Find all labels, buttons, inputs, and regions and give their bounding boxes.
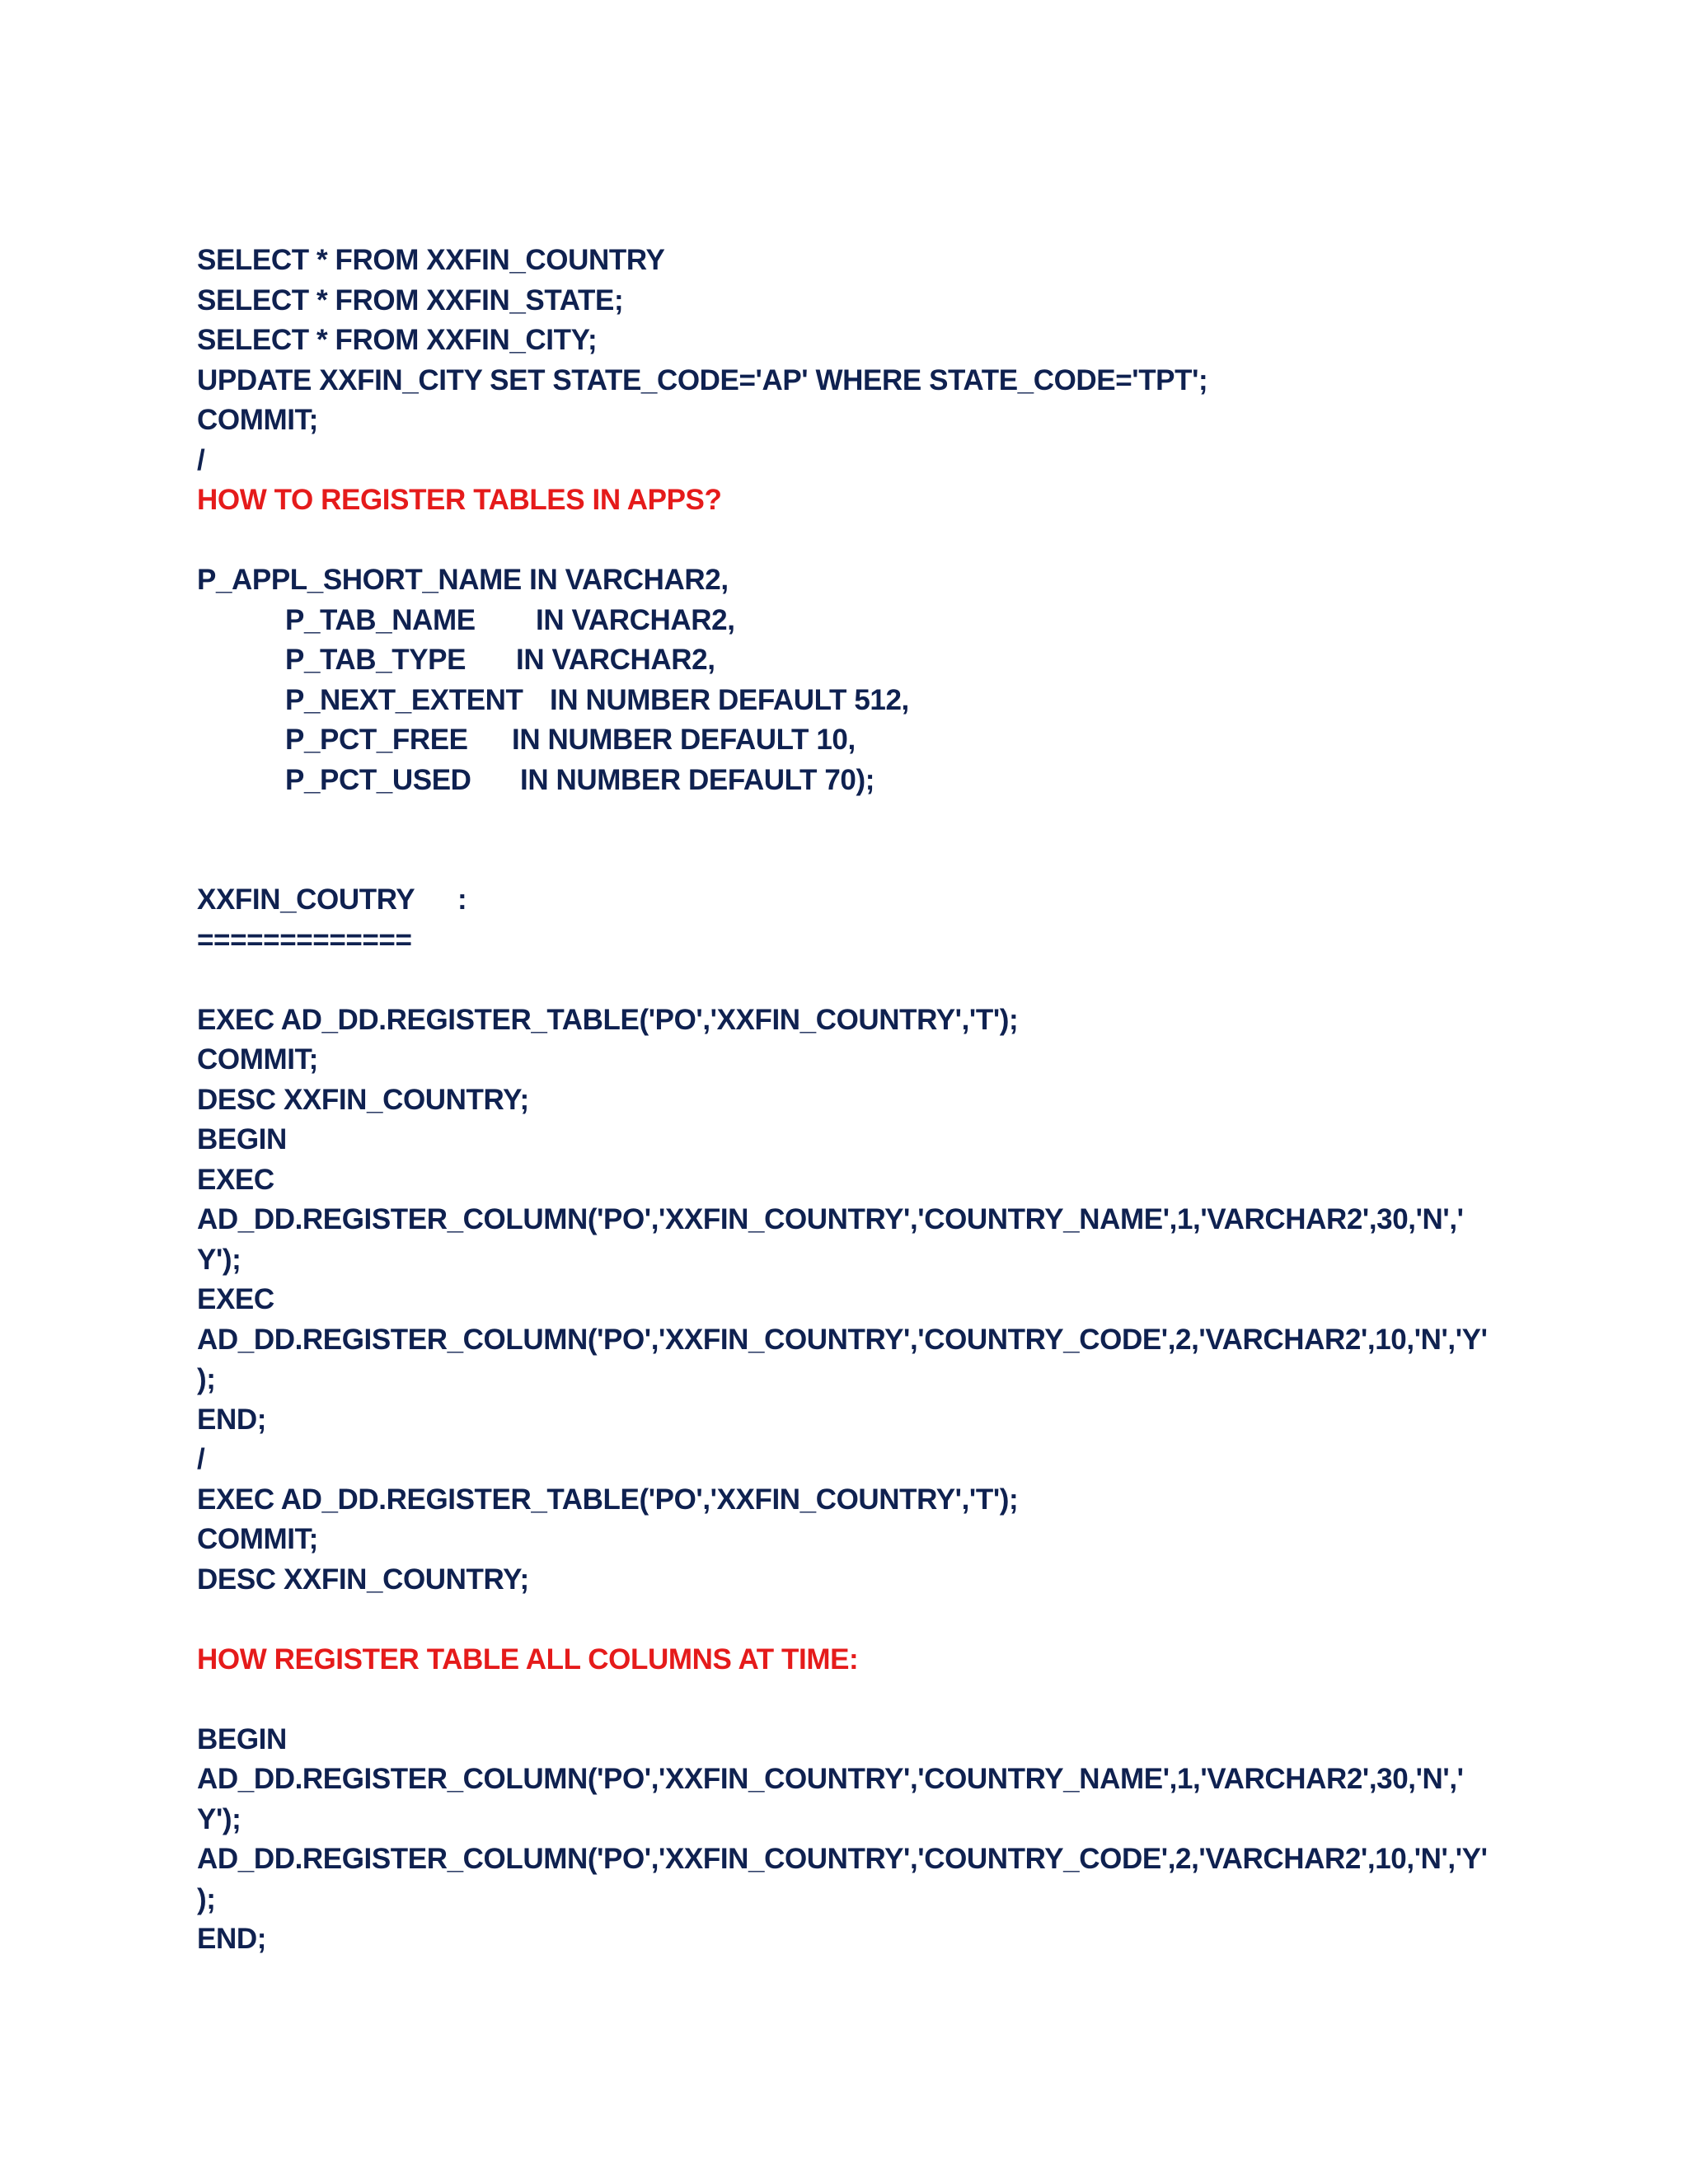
code-line: COMMIT; [197, 404, 318, 436]
param-name: P_NEXT_EXTENT [285, 684, 523, 716]
code-line: / [197, 1443, 205, 1475]
code-line: ); [197, 1883, 216, 1915]
param-type: IN NUMBER DEFAULT 512, [550, 684, 909, 716]
underline-separator: ============= [197, 924, 412, 956]
param-name: P_PCT_USED [285, 764, 471, 796]
table-name-colon: : [457, 883, 467, 916]
param-type: IN VARCHAR2, [516, 644, 715, 676]
code-line: Y'); [197, 1803, 241, 1835]
code-line: COMMIT; [197, 1523, 318, 1555]
param-line: P_APPL_SHORT_NAME IN VARCHAR2, [197, 564, 729, 596]
code-line: Y'); [197, 1244, 241, 1276]
code-line: SELECT * FROM XXFIN_STATE; [197, 284, 624, 316]
param-type: IN NUMBER DEFAULT 10, [512, 724, 856, 756]
code-line: DESC XXFIN_COUNTRY; [197, 1563, 529, 1596]
code-line: DESC XXFIN_COUNTRY; [197, 1084, 529, 1116]
code-line: AD_DD.REGISTER_COLUMN('PO','XXFIN_COUNTRY','COUNTRY_NAME',1,'VARCHAR2',30,'N',' [197, 1763, 1464, 1795]
code-line: EXEC AD_DD.REGISTER_TABLE('PO','XXFIN_COUNTRY','T'); [197, 1483, 1019, 1516]
param-name: P_TAB_NAME [285, 604, 476, 636]
code-line: SELECT * FROM XXFIN_COUNTRY [197, 244, 665, 276]
param-type: IN NUMBER DEFAULT 70); [520, 764, 874, 796]
code-line: END; [197, 1923, 266, 1955]
code-line: / [197, 444, 205, 476]
table-name-label: XXFIN_COUTRY [197, 883, 415, 916]
code-line: BEGIN [197, 1723, 287, 1755]
code-line: AD_DD.REGISTER_COLUMN('PO','XXFIN_COUNTRY','COUNTRY_CODE',2,'VARCHAR2',10,'N','Y' [197, 1324, 1488, 1356]
code-line: EXEC AD_DD.REGISTER_TABLE('PO','XXFIN_COUNTRY','T'); [197, 1004, 1019, 1036]
code-line: UPDATE XXFIN_CITY SET STATE_CODE='AP' WHERE STATE_CODE='TPT'; [197, 364, 1208, 396]
section-heading: HOW TO REGISTER TABLES IN APPS? [197, 484, 722, 516]
code-line: ); [197, 1363, 216, 1395]
code-line: AD_DD.REGISTER_COLUMN('PO','XXFIN_COUNTRY','COUNTRY_CODE',2,'VARCHAR2',10,'N','Y' [197, 1843, 1488, 1875]
code-line: SELECT * FROM XXFIN_CITY; [197, 324, 598, 356]
section-heading: HOW REGISTER TABLE ALL COLUMNS AT TIME: [197, 1643, 859, 1675]
code-line: COMMIT; [197, 1043, 318, 1076]
code-line: EXEC [197, 1164, 274, 1196]
code-line: END; [197, 1404, 266, 1436]
param-type: IN VARCHAR2, [536, 604, 735, 636]
code-line: EXEC [197, 1283, 274, 1315]
code-line: BEGIN [197, 1123, 287, 1155]
param-name: P_TAB_TYPE [285, 644, 467, 676]
param-name: P_PCT_FREE [285, 724, 468, 756]
code-line: AD_DD.REGISTER_COLUMN('PO','XXFIN_COUNTRY','COUNTRY_NAME',1,'VARCHAR2',30,'N',' [197, 1203, 1464, 1235]
